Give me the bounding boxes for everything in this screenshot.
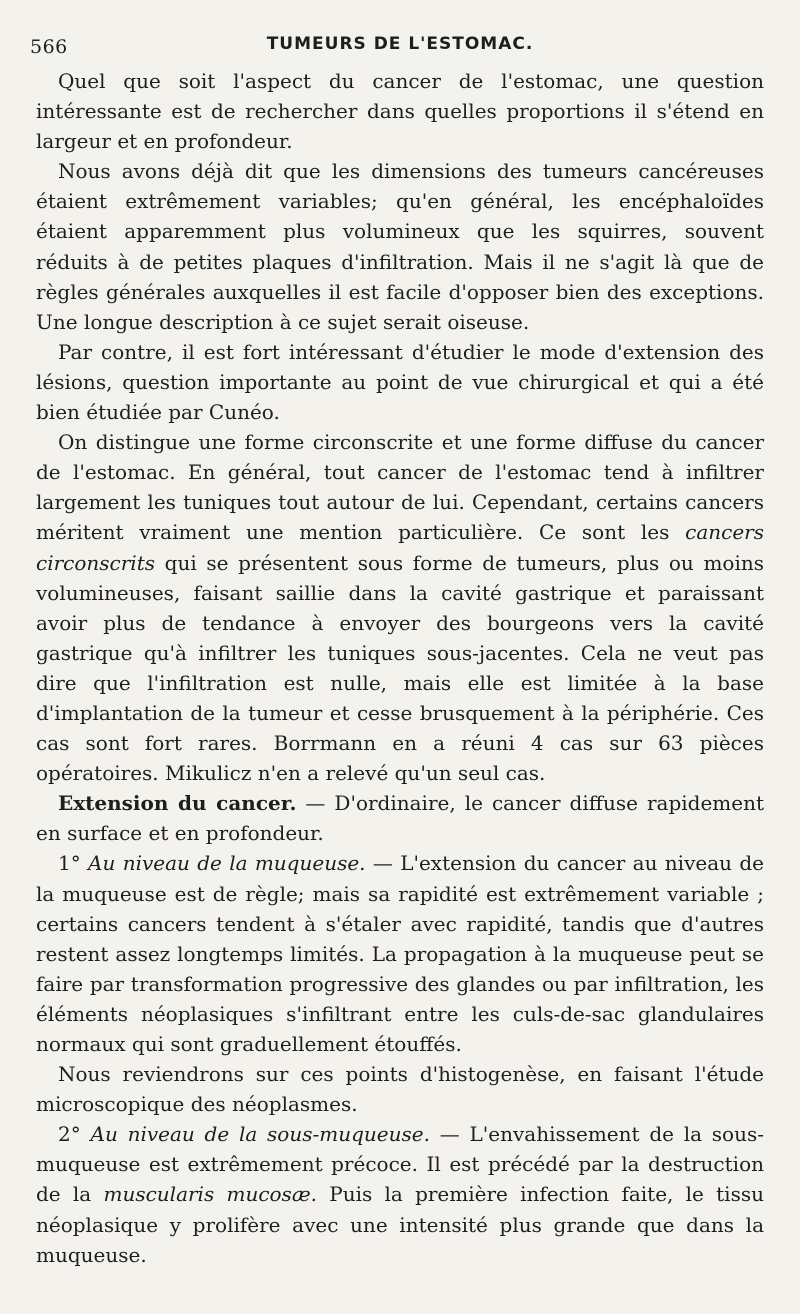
paragraph-8-text-a: — L'envahissement de la sous-muqueuse est extrêmement précoce. Il est précédé par la destruction de la — [36, 1122, 764, 1207]
paragraph-4 — [36, 427, 764, 788]
paragraph-8 — [36, 1119, 764, 1269]
paragraph-4-text-a: On distingue une forme circonscrite et une forme diffuse du cancer de l'estomac. En général, tout cancer de l'estomac tend à infiltrer largement les tuniques tout autour de lui. Cependant, certains cancers méritent vraiment une mention particulière. Ce sont les — [36, 430, 764, 545]
paragraph-8-number: 2° — [58, 1122, 91, 1147]
paragraph-6 — [36, 848, 764, 1059]
paragraph-7 — [36, 1059, 764, 1119]
paragraph-3 — [36, 337, 764, 427]
paragraph-8-text-b: Puis la première infection faite, le tissu néoplasique y prolifère avec une intensité plus grande que dans la muqueuse. — [36, 1182, 764, 1267]
paragraph-4-text-b: qui se présentent sous forme de tumeurs, plus ou moins volumineuses, faisant saillie dans la cavité gastrique et paraissant avoir plus de tendance à envoyer des bourgeons vers la cavité gastrique qu'à infiltrer les tuniques sous-jacentes. Cela ne veut pas dire que l'infiltration est nulle, mais elle est limitée à la base d'implantation de la tumeur et cesse brusquement à la périphérie. Ces cas sont fort rares. Borrmann en a réuni 4 cas sur 63 pièces opératoires. Mikulicz n'en a relevé qu'un seul cas. — [36, 550, 764, 786]
body-text — [36, 66, 764, 1270]
paragraph-1 — [36, 66, 764, 156]
paragraph-6-text: — L'extension du cancer au niveau de la muqueuse est de règle; mais sa rapidité est extrêmement variable ; certains cancers tendent à s'étaler avec rapidité, tandis que d'autres restent assez longtemps limités. La propagation à la muqueuse peut se faire par transformation progressive des glandes ou par infiltration, les éléments néoplasiques s'infiltrant entre les culs-de-sac glandulaires normaux qui sont graduellement étouffés. — [36, 851, 764, 1056]
paragraph-3-text: Par contre, il est fort intéressant d'étudier le mode d'extension des lésions, question importante au point de vue chirurgical et qui a été bien étudiée par Cunéo. — [36, 339, 764, 425]
paragraph-1-text: Quel que soit l'aspect du cancer de l'estomac, une question intéressante est de rechercher dans quelles proportions il s'étend en largeur et en profondeur. — [36, 69, 764, 154]
paragraph-2-text: Nous avons déjà dit que les dimensions des tumeurs cancéreuses étaient extrêmement variables; qu'en général, les encéphaloïdes étaient apparemment plus volumineux que les squirres, souvent réduits à de petites plaques d'infiltration. Mais il ne s'agit là que de règles générales auxquelles il est facile d'opposer bien des exceptions. Une longue description à ce sujet serait oiseuse. — [36, 159, 764, 334]
subheading-sous-muqueuse: Au niveau de la sous-muqueuse. — [90, 1122, 430, 1147]
term-muscularis-mucosae: muscularis mucosæ. — [103, 1182, 317, 1207]
paragraph-5-text: — D'ordinaire, le cancer diffuse rapidement en surface et en profondeur. — [36, 791, 764, 846]
term-cancers-circonscrits: cancers circonscrits — [36, 520, 764, 575]
section-heading-extension: Extension du cancer. — [58, 791, 297, 816]
page-number: 566 — [30, 36, 68, 58]
paragraph-6-number: 1° — [58, 851, 89, 876]
running-title: TUMEURS DE L'ESTOMAC. — [266, 34, 534, 54]
paragraph-7-text: Nous reviendrons sur ces points d'histogenèse, en faisant l'étude microscopique des néoplasmes. — [36, 1062, 764, 1117]
paragraph-5 — [36, 788, 764, 848]
subheading-muqueuse: Au niveau de la muqueuse. — [88, 851, 366, 876]
page-header — [0, 30, 800, 60]
paragraph-2 — [36, 156, 764, 337]
